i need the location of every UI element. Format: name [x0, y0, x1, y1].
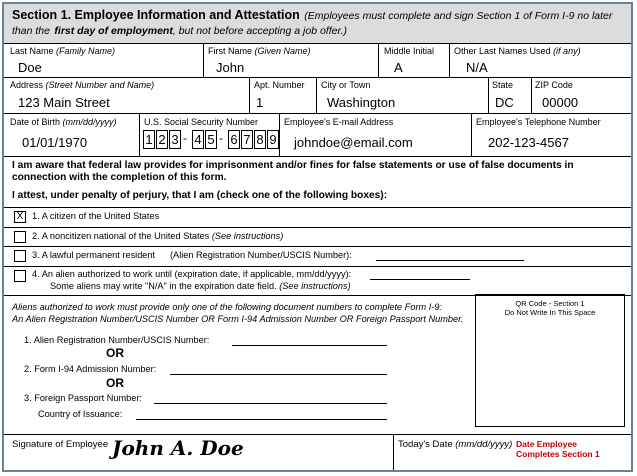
ssn-digit[interactable]: 5 [205, 130, 217, 149]
col-divider [279, 113, 280, 156]
noncitizen-national-label: 2. A noncitizen national of the United States (See instructions) [32, 231, 284, 241]
section-header [4, 4, 631, 44]
phone-field[interactable]: 202-123-4567 [488, 135, 569, 150]
col-divider [139, 113, 140, 156]
apt-label: Apt. Number [254, 80, 305, 90]
permanent-resident-number-label: (Alien Registration Number/USCIS Number): [170, 250, 352, 260]
ssn-separator: - [183, 131, 187, 145]
ssn-digit[interactable]: 2 [156, 130, 168, 149]
address-field[interactable]: 123 Main Street [18, 95, 110, 110]
col-divider [249, 77, 250, 113]
first-name-label: First Name (Given Name) [208, 46, 311, 56]
zip-label: ZIP Code [535, 80, 573, 90]
signature-label: Signature of Employee [12, 439, 109, 450]
other-names-label: Other Last Names Used (if any) [454, 46, 581, 56]
phone-label: Employee's Telephone Number [476, 117, 601, 127]
apt-field[interactable]: 1 [256, 95, 264, 110]
ssn-digit[interactable]: 9 [267, 130, 279, 149]
row-divider [4, 434, 631, 435]
ssn-digit[interactable]: 4 [192, 130, 204, 149]
state-field[interactable]: DC [495, 95, 514, 110]
email-label: Employee's E-mail Address [284, 117, 394, 127]
state-label: State [492, 80, 514, 90]
date-label: Today's Date (mm/dd/yyyy) [398, 439, 513, 450]
alien-authorized-sublabel: Some aliens may write "N/A" in the expiration date field. (See instructions) [50, 281, 351, 291]
signature-field[interactable]: John A. Doe [112, 436, 244, 460]
alien-reg-number-field[interactable] [232, 345, 387, 346]
middle-initial-field[interactable]: A [394, 60, 403, 75]
col-divider [378, 44, 379, 77]
dob-field[interactable]: 01/01/1970 [22, 135, 88, 150]
col-divider [471, 113, 472, 156]
i94-number-label: 2. Form I-94 Admission Number: [24, 364, 157, 374]
permanent-resident-checkbox[interactable] [14, 250, 26, 262]
alien-authorized-label: 4. An alien authorized to work until (expiration date, if applicable, mm/dd/yyyy): [32, 269, 352, 279]
awareness-statement: I am aware that federal law provides for imprisonment and/or fines for false statements or use of false documents in connection with the completion of this form. [12, 160, 574, 183]
row-divider [4, 113, 631, 114]
last-name-label: Last Name (Family Name) [10, 46, 116, 56]
first-name-field[interactable]: John [216, 60, 245, 75]
expiration-date-field[interactable] [370, 279, 470, 280]
passport-number-field[interactable] [154, 403, 387, 404]
city-label: City or Town [321, 80, 371, 90]
col-divider [393, 434, 394, 472]
alien-reg-number-label: 1. Alien Registration Number/USCIS Number: [24, 335, 210, 345]
ssn-digit[interactable]: 1 [143, 130, 155, 149]
country-of-issuance-label: Country of Issuance: [38, 409, 123, 419]
ssn-digit[interactable]: 6 [228, 130, 240, 149]
citizen-option-label: 1. A citizen of the United States [32, 211, 160, 221]
col-divider [488, 77, 489, 113]
city-field[interactable]: Washington [327, 95, 396, 110]
qr-caption-1: QR Code - Section 1 [515, 299, 585, 308]
dob-label: Date of Birth (mm/dd/yyyy) [10, 117, 117, 127]
other-names-field[interactable]: N/A [466, 60, 488, 75]
ssn-digit[interactable]: 7 [241, 130, 253, 149]
col-divider [316, 77, 317, 113]
form-i9-section1 [2, 2, 633, 472]
attestation-statement: I attest, under penalty of perjury, that I am (check one of the following boxes): [12, 190, 388, 201]
address-label: Address (Street Number and Name) [10, 80, 155, 90]
date-note: Date Employee Completes Section 1 [516, 439, 600, 459]
ssn-digit[interactable]: 8 [254, 130, 266, 149]
col-divider [449, 44, 450, 77]
section-title: Section 1. Employee Information and Attestation [12, 8, 300, 22]
citizen-checkbox[interactable]: X [14, 211, 26, 223]
middle-initial-label: Middle Initial [384, 46, 435, 56]
row-divider [4, 207, 631, 208]
ssn-digit[interactable]: 3 [169, 130, 181, 149]
country-of-issuance-field[interactable] [136, 419, 387, 420]
alien-authorized-checkbox[interactable] [14, 270, 26, 282]
alien-note-2: An Alien Registration Number/USCIS Number OR Form I-94 Admission Number OR Foreign Passport Number. [12, 314, 464, 324]
col-divider [531, 77, 532, 113]
ssn-field[interactable] [143, 130, 278, 151]
noncitizen-national-checkbox[interactable] [14, 231, 26, 243]
ssn-label: U.S. Social Security Number [144, 117, 259, 127]
row-divider [4, 227, 631, 228]
section-intro-2-bold: first day of employment [54, 25, 173, 37]
section-intro-1: (Employees must complete and sign Section 1 of Form I-9 no later [304, 10, 613, 22]
passport-number-label: 3. Foreign Passport Number: [24, 393, 142, 403]
permanent-resident-label: 3. A lawful permanent resident [32, 250, 156, 260]
row-divider [4, 266, 631, 267]
section-intro-2-post: , but not before accepting a job offer.) [172, 25, 347, 37]
alien-note-1: Aliens authorized to work must provide only one of the following document numbers to complete Form I-9: [12, 302, 442, 312]
permanent-resident-number-field[interactable] [376, 260, 524, 261]
zip-field[interactable]: 00000 [542, 95, 579, 110]
or-divider: OR [106, 346, 124, 360]
qr-caption-2: Do Not Write In This Space [504, 308, 596, 317]
col-divider [203, 44, 204, 77]
row-divider [4, 77, 631, 78]
section-intro-2-pre: than the [12, 25, 50, 37]
ssn-separator: - [219, 131, 223, 145]
email-field[interactable]: johndoe@email.com [294, 135, 413, 150]
row-divider [4, 156, 631, 157]
last-name-field[interactable]: Doe [18, 60, 42, 75]
or-divider: OR [106, 376, 124, 390]
i94-number-field[interactable] [170, 374, 387, 375]
qr-code-area [475, 294, 625, 427]
row-divider [4, 246, 631, 247]
